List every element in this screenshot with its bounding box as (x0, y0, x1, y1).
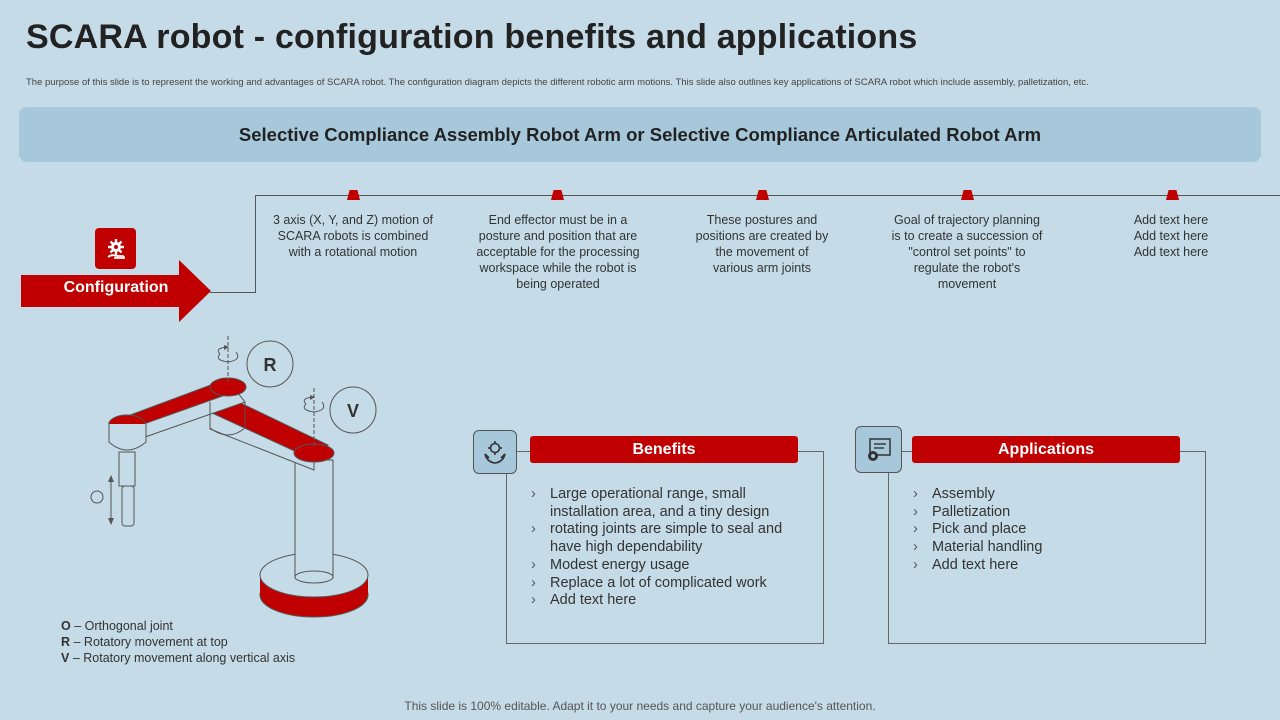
certificate-gear-icon (855, 426, 902, 473)
r-label: R (263, 355, 277, 375)
banner (19, 107, 1261, 162)
page-title: SCARA robot - configuration benefits and applications (26, 18, 918, 56)
page-subtitle: The purpose of this slide is to represent the working and advantages of SCARA robot. The configuration diagram depicts the different robotic arm motions. This slide also outlines key applications of SCARA robot which include assembly, palletization, etc. (26, 77, 1089, 88)
list-item: › Pick and place (913, 521, 1188, 539)
step-text-2: End effector must be in a posture and position that are acceptable for the processing workspace while the robot is being operated (476, 213, 640, 291)
list-item: › Assembly (913, 486, 1188, 504)
timeline-marker (961, 190, 974, 200)
timeline-marker (1166, 190, 1179, 200)
banner-text: Selective Compliance Assembly Robot Arm or Selective Compliance Articulated Robot Arm (238, 123, 1042, 145)
timeline-connector (255, 195, 256, 293)
configuration-label: Configuration (63, 279, 169, 296)
legend-item: R – Rotatory movement at top (61, 635, 228, 649)
applications-list (913, 486, 1188, 575)
timeline-marker (551, 190, 564, 200)
timeline-connector (210, 292, 256, 293)
applications-header: Applications (912, 436, 1180, 463)
footer-text: This slide is 100% editable. Adapt it to your needs and capture your audience's attention. (404, 699, 876, 713)
list-item: › Material handling (913, 539, 1188, 557)
benefits-list (531, 486, 806, 610)
step-text-3: These postures and positions are created by the movement of various arm joints (695, 213, 829, 275)
timeline-marker (347, 190, 360, 200)
hands-gear-icon (473, 430, 517, 474)
legend-item: V – Rotatory movement along vertical axis (61, 651, 296, 665)
step-text-4: Goal of trajectory planning is to create a succession of "control set points" to regulate the robot's movement (891, 213, 1043, 291)
step-text-1: 3 axis (X, Y, and Z) motion of SCARA robots is combined with a rotational motion (272, 213, 434, 259)
list-item: › Replace a lot of complicated work (531, 575, 806, 593)
step-text-5: Add text here Add text here Add text here (1133, 213, 1209, 259)
list-item: › Modest energy usage (531, 557, 806, 575)
list-item: › rotating joints are simple to seal and have high dependability (531, 521, 806, 556)
legend-item: O – Orthogonal joint (61, 619, 173, 633)
list-item: › Large operational range, small installation area, and a tiny design (531, 486, 806, 521)
timeline-marker (756, 190, 769, 200)
list-item: › Add text here (531, 592, 806, 610)
benefits-header: Benefits (530, 436, 798, 463)
v-label: V (346, 401, 360, 421)
list-item: › Palletization (913, 504, 1188, 522)
scara-robot-diagram (80, 330, 400, 625)
list-item: › Add text here (913, 557, 1188, 575)
